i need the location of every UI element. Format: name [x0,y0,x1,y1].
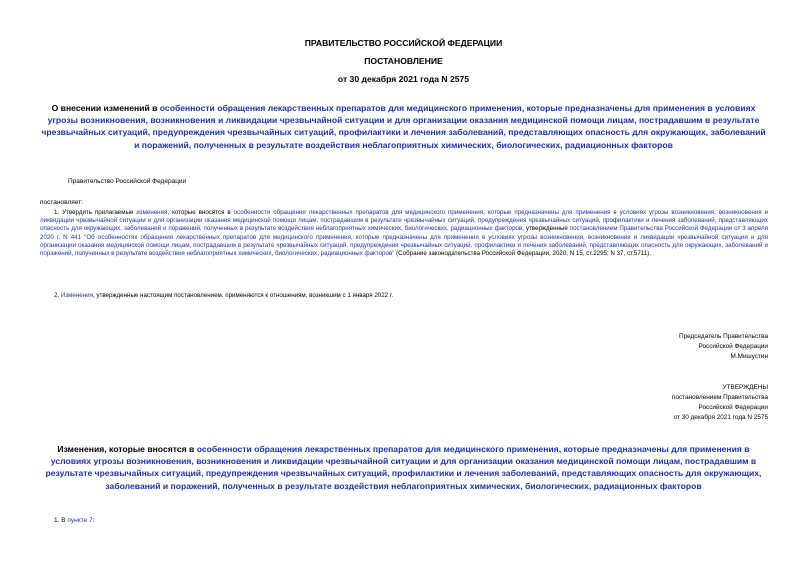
paragraph-2 [54,292,393,300]
p1-link-features[interactable]: особенности обращения лекарственных препаратов для медицинского применения, которые предназначены для применения в условиях угрозы возникновения, возникновения и ликвидации чрезвычайной ситуации и для организации оказания медицинской помощи лицам, пострадавшим в результате чрезвычайных ситуаций, предупреждения чрезвычайных ситуаций, профилактики и лечения заболеваний, представляющих опасность для окружающих, заболеваний и поражений, полученных в результате воздействия неблагоприятных химических, биологических, радиационных факторов [40,209,768,233]
document-type: ПОСТАНОВЛЕНИЕ [364,56,443,66]
item1-link[interactable]: пункте 7 [67,517,93,524]
item1-suffix: : [92,517,95,524]
p1-end: (Собрание законодательства Российской Федерации, 2020, N 15, ст.2295; N 37, ст.5711). [394,250,651,258]
p1-mid2: , утвержденные [522,225,570,233]
p1-start: 1. Утвердить прилагаемые [54,209,137,216]
p2-link-changes[interactable]: Изменения [60,292,93,299]
paragraph-1 [40,209,768,258]
title-link[interactable]: особенности обращения лекарственных препаратов для медицинского применения, которые предназначены для применения в условиях угрозы возникновения, возникновения и ликвидации чрезвычайной ситуации и для организации оказания медицинской помощи лицам, пострадавшим в результате чрезвычайных ситуаций, предупреждения чрезвычайных ситуаций, профилактики и лечения заболеваний, представляющих опасность для окружающих, заболеваний и поражений, полученных в результате воздействия неблагоприятных химических, биологических, радиационных факторов [41,103,766,150]
government-heading: ПРАВИТЕЛЬСТВО РОССИЙСКОЙ ФЕДЕРАЦИИ [304,38,503,48]
changes-title [40,443,767,492]
approved-line-2: постановлением Правительства [672,394,768,401]
approved-line-1: УТВЕРЖДЕНЫ [722,384,768,391]
changes-title-prefix: Изменения, которые вносятся в [57,444,197,454]
signature-line-3: М.Мишустин [730,353,768,360]
approved-line-3: Российской Федерации [698,404,768,411]
document-date-number: от 30 декабря 2021 года N 2575 [337,74,470,84]
approved-block [672,383,768,423]
title-prefix: О внесении изменений в [51,103,160,113]
p2-end: , утвержденные настоящим постановлением, применяются к отношениям, возникшим с 1 января 2022 г. [92,292,394,299]
p1-link-changes[interactable]: изменения [136,209,168,216]
item1-prefix: 1. В [54,517,68,524]
p2-start: 2. [54,292,61,299]
p1-link-resolution[interactable]: постановлением Правительства Российской Федерации от 3 апреля 2020 г. N 441 "Об особенностях обращения лекарственных препаратов для медицинского применения, которые предназначены для применения в условиях угрозы возникновения, возникновения и ликвидации чрезвычайной ситуации и для организации оказания медицинской помощи лицам, пострадавшим в результате чрезвычайных ситуаций, предупреждения чрезвычайных ситуаций, профилактики и лечения заболеваний, представляющих опасность для окружающих, заболеваний и поражений, полученных в результате воздействия неблагоприятных химических, биологических, радиационных факторов" [40,225,768,258]
approved-line-4: от 30 декабря 2021 года N 2575 [673,414,768,421]
item-1 [54,517,94,525]
signature-line-1: Председатель Правительства [679,333,768,340]
document-title [40,102,767,151]
changes-title-link[interactable]: особенности обращения лекарственных препаратов для медицинского применения, которые предназначены для применения в условиях угрозы возникновения, возникновения и ликвидации чрезвычайной ситуации и для организации оказания медицинской помощи лицам, пострадавшим в результате чрезвычайных ситуаций, предупреждения чрезвычайных ситуаций, профилактики и лечения заболеваний, представляющих опасность для окружающих, заболеваний и поражений, полученных в результате воздействия неблагоприятных химических, биологических, радиационных факторов [45,444,762,491]
p1-mid1: , которые вносятся в [167,209,234,216]
government-line: Правительство Российской Федерации [68,178,187,185]
decrees-word: постановляет: [40,199,83,206]
signature-line-2: Российской Федерации [698,343,768,350]
signature-block [679,332,768,362]
